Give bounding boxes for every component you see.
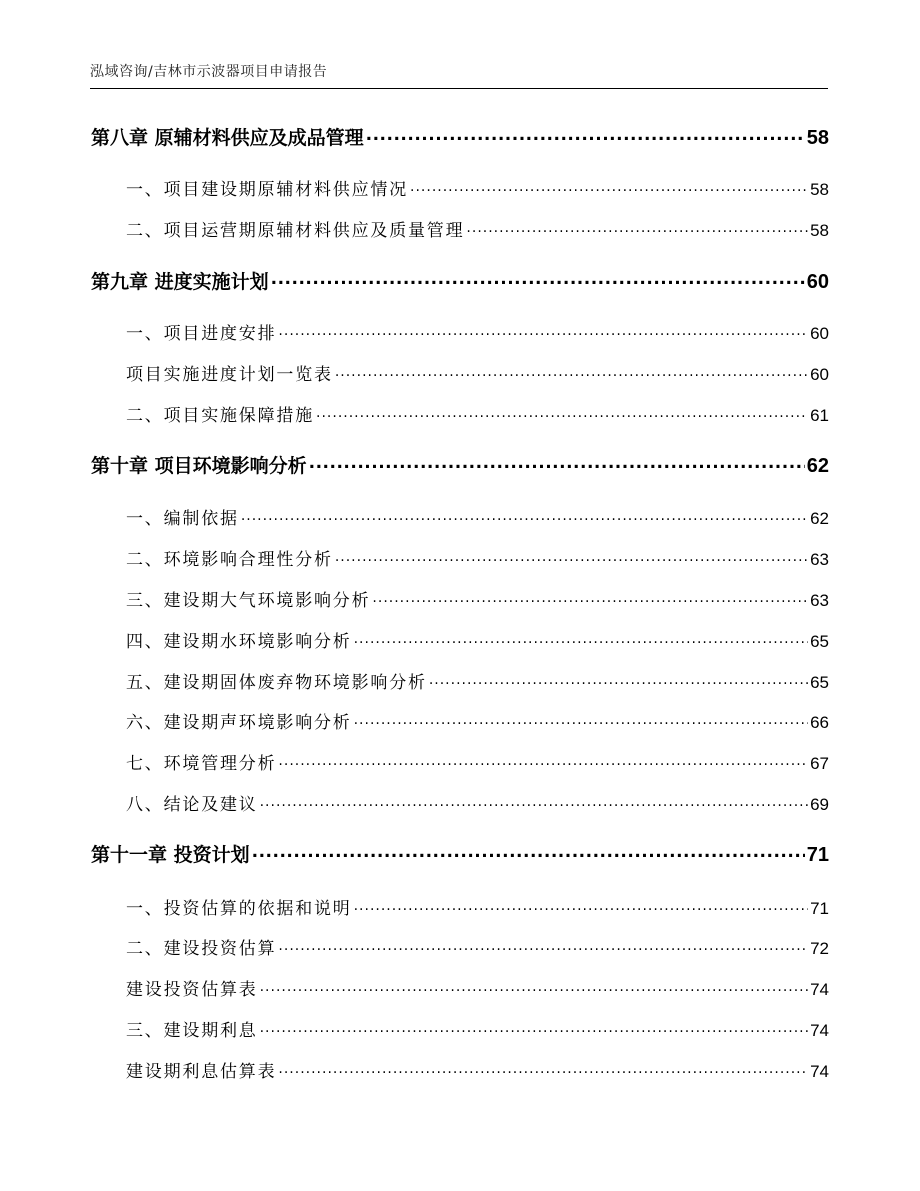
toc-entry-title: 项目运营期原辅材料供应及质量管理 — [163, 221, 465, 241]
toc-dot-leader — [354, 895, 808, 915]
toc-dot-leader — [252, 840, 805, 862]
toc-page-number: 65 — [810, 632, 829, 651]
toc-table-entry[interactable] — [126, 975, 829, 1000]
toc-section-entry[interactable] — [126, 175, 829, 200]
toc-entry-number: 二、 — [126, 550, 164, 570]
toc-page-number: 58 — [810, 180, 829, 199]
toc-entry-number: 一、 — [126, 509, 164, 529]
toc-dot-leader — [278, 935, 808, 955]
toc-table-entry[interactable] — [126, 1057, 829, 1082]
toc-page-number: 65 — [810, 673, 829, 692]
toc-section-entry[interactable] — [126, 1016, 829, 1041]
toc-section-entry[interactable] — [126, 319, 829, 344]
toc-entry-title: 投资估算的依据和说明 — [163, 899, 352, 919]
toc-page-number: 67 — [810, 754, 829, 773]
toc-page-number: 63 — [810, 550, 829, 569]
toc-chapter-entry[interactable] — [91, 123, 829, 150]
toc-chapter-entry[interactable] — [91, 267, 829, 294]
toc-entry-title: 环境管理分析 — [163, 754, 277, 774]
toc-entry-number: 一、 — [126, 324, 164, 344]
toc-entry-title: 建设期固体废弃物环境影响分析 — [163, 673, 427, 693]
toc-section-entry[interactable] — [126, 790, 829, 815]
toc-page-number: 71 — [806, 844, 829, 866]
toc-dot-leader — [335, 546, 808, 566]
toc-section-entry[interactable] — [126, 545, 829, 570]
toc-chapter-entry[interactable] — [91, 840, 829, 867]
toc-dot-leader — [410, 176, 808, 196]
toc-section-entry[interactable] — [126, 586, 829, 611]
toc-entry-title: 建设投资估算 — [163, 939, 277, 959]
toc-page-number: 69 — [810, 795, 829, 814]
toc-entry-number: 二、 — [126, 221, 164, 241]
toc-entry-title: 结论及建议 — [163, 795, 258, 815]
running-header: 泓域咨询/吉林市示波器项目申请报告 — [90, 64, 328, 80]
toc-page-number: 74 — [810, 1021, 829, 1040]
toc-section-entry[interactable] — [126, 401, 829, 426]
toc-page-number: 58 — [810, 221, 829, 240]
toc-entry-title: 项目进度安排 — [163, 324, 277, 344]
toc-dot-leader — [260, 976, 808, 996]
toc-page-number: 72 — [810, 939, 829, 958]
toc-dot-leader — [466, 217, 808, 237]
toc-dot-leader — [309, 451, 805, 473]
toc-entry-title: 建设期声环境影响分析 — [163, 713, 352, 733]
toc-entry-title: 建设投资估算表 — [126, 980, 258, 1000]
toc-page-number: 74 — [810, 1062, 829, 1081]
toc-dot-leader — [354, 709, 808, 729]
toc-entry-number: 一、 — [126, 180, 164, 200]
toc-dot-leader — [335, 361, 808, 381]
toc-dot-leader — [366, 123, 805, 145]
toc-entry-title: 第十一章 投资计划 — [91, 844, 250, 866]
toc-entry-title: 项目实施进度计划一览表 — [126, 365, 333, 385]
toc-page-number: 58 — [806, 127, 829, 149]
toc-page-number: 66 — [810, 713, 829, 732]
toc-page-number: 60 — [810, 324, 829, 343]
toc-dot-leader — [354, 628, 808, 648]
toc-entry-number: 四、 — [126, 632, 164, 652]
toc-dot-leader — [260, 1017, 808, 1037]
toc-dot-leader — [316, 402, 808, 422]
toc-dot-leader — [278, 1058, 808, 1078]
toc-dot-leader — [271, 267, 805, 289]
toc-entry-title: 环境影响合理性分析 — [163, 550, 333, 570]
toc-page-number: 63 — [810, 591, 829, 610]
toc-entry-title: 第十章 项目环境影响分析 — [91, 455, 307, 477]
toc-page-number: 61 — [810, 406, 829, 425]
toc-entry-number: 三、 — [126, 591, 164, 611]
toc-section-entry[interactable] — [126, 934, 829, 959]
toc-entry-title: 项目建设期原辅材料供应情况 — [163, 180, 409, 200]
toc-page-number: 74 — [810, 980, 829, 999]
toc-entry-number: 二、 — [126, 406, 164, 426]
toc-table-entry[interactable] — [126, 360, 829, 385]
toc-entry-title: 建设期利息 — [163, 1021, 258, 1041]
toc-dot-leader — [278, 750, 808, 770]
toc-dot-leader — [372, 587, 808, 607]
toc-dot-leader — [278, 320, 808, 340]
toc-page-number: 62 — [810, 509, 829, 528]
toc-dot-leader — [260, 791, 808, 811]
toc-entry-number: 一、 — [126, 899, 164, 919]
toc-page-number: 71 — [810, 899, 829, 918]
toc-entry-title: 项目实施保障措施 — [163, 406, 315, 426]
toc-section-entry[interactable] — [126, 504, 829, 529]
toc-section-entry[interactable] — [126, 627, 829, 652]
toc-entry-number: 五、 — [126, 673, 164, 693]
toc-chapter-entry[interactable] — [91, 451, 829, 478]
toc-section-entry[interactable] — [126, 894, 829, 919]
toc-section-entry[interactable] — [126, 708, 829, 733]
toc-entry-title: 建设期利息估算表 — [126, 1062, 277, 1082]
toc-entry-title: 第八章 原辅材料供应及成品管理 — [91, 127, 364, 149]
toc-page-number: 62 — [806, 455, 829, 477]
toc-entry-number: 二、 — [126, 939, 164, 959]
toc-entry-number: 六、 — [126, 713, 164, 733]
toc-entry-number: 七、 — [126, 754, 164, 774]
toc-entry-title: 第九章 进度实施计划 — [91, 271, 269, 293]
toc-page-number: 60 — [806, 271, 829, 293]
toc-entry-title: 编制依据 — [163, 509, 239, 529]
toc-dot-leader — [429, 669, 808, 689]
toc-entry-number: 八、 — [126, 795, 164, 815]
toc-section-entry[interactable] — [126, 749, 829, 774]
toc-section-entry[interactable] — [126, 216, 829, 241]
toc-entry-title: 建设期大气环境影响分析 — [163, 591, 371, 611]
toc-section-entry[interactable] — [126, 668, 829, 693]
toc-dot-leader — [241, 505, 808, 525]
toc-page-number: 60 — [810, 365, 829, 384]
header-divider — [90, 88, 828, 89]
toc-entry-title: 建设期水环境影响分析 — [163, 632, 352, 652]
toc-entry-number: 三、 — [126, 1021, 164, 1041]
